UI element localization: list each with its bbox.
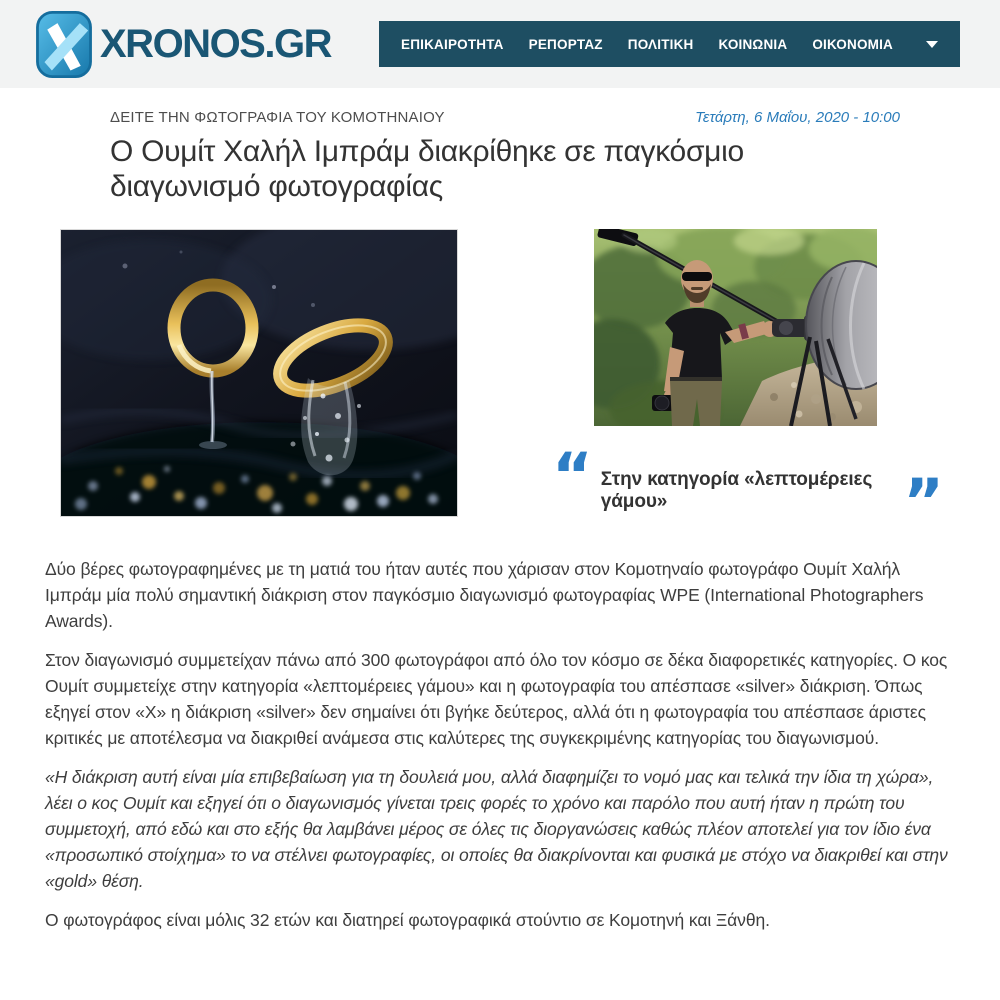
pull-quote-text: Στην κατηγορία «λεπτομέρειες γάμου»: [600, 468, 873, 512]
paragraph: Δύο βέρες φωτογραφημένες με τη ματιά του ήταν αυτές που χάρισαν στον Κομοτηναίο φωτογράφο Ουμίτ Χαλήλ Ιμπράμ μία πολύ σημαντική διάκριση στον παγκόσμιο διαγωνισμό φωτογραφίας WPE (International Photographers Awards).: [45, 558, 924, 631]
article-body: [45, 556, 955, 933]
article-date: Τετάρτη, 6 Μαΐου, 2020 - 10:00: [695, 109, 900, 126]
close-quote-icon: ”: [903, 464, 944, 538]
article-page: [0, 88, 1000, 933]
paragraph: Στον διαγωνισμό συμμετείχαν πάνω από 300 φωτογράφοι από όλο τον κόσμο σε δέκα διαφορετικές κατηγορίες. Ο κος Ουμίτ συμμετείχε στην κατηγορία «λεπτομέρειες γάμου» και η φωτογραφία του απέσπασε «silver» διάκριση. Όπως εξηγεί στον «Χ» η διάκριση «silver» δεν σημαίνει ότι βγήκε δεύτερος, αλλά ότι η φωτογραφία του απέσπασε άριστες κριτικές με αποτέλεσμα να διακριθεί ανάμεσα στις καλύτερες της συγκεκριμένης κατηγορίας του διαγωνισμού.: [45, 649, 948, 748]
site-logo-text: XRONOS.GR: [100, 21, 331, 66]
nav-item-koinonia[interactable]: ΚΟΙΝΩΝΙΑ: [718, 36, 788, 52]
article-media: [45, 229, 955, 538]
wedding-rings-photo: [60, 229, 458, 517]
paragraph: Ο φωτογράφος είναι μόλις 32 ετών και διατηρεί φωτογραφικά στούντιο σε Κομοτηνή και Ξάνθη.: [45, 909, 770, 930]
photographer-photo: [594, 229, 877, 426]
pull-quote: [552, 438, 944, 538]
chevron-down-icon[interactable]: [926, 41, 938, 48]
nav-item-politiki[interactable]: ΠΟΛΙΤΙΚΗ: [627, 36, 694, 52]
nav-item-epikairotita[interactable]: ΕΠΙΚΑΙΡΟΤΗΤΑ: [400, 36, 504, 52]
article-title: Ο Ουμίτ Χαλήλ Ιμπράμ διακρίθηκε σε παγκόσμιο διαγωνισμό φωτογραφίας: [110, 135, 744, 203]
article-meta: [45, 88, 955, 126]
site-logo[interactable]: [36, 11, 331, 78]
nav-item-reportaz[interactable]: ΡΕΠΟΡΤΑΖ: [528, 36, 603, 52]
article-kicker: ΔΕΙΤΕ ΤΗΝ ΦΩΤΟΓΡΑΦΙΑ ΤΟΥ ΚΟΜΟΤΗΝΑΙΟΥ: [110, 109, 445, 126]
nav-item-oikonomia[interactable]: ΟΙΚΟΝΟΜΙΑ: [812, 36, 893, 52]
open-quote-icon: “: [552, 438, 593, 512]
xronos-x-logo-icon: [36, 11, 92, 78]
main-nav: [379, 21, 960, 67]
paragraph: «Η διάκριση αυτή είναι μία επιβεβαίωση για τη δουλειά μου, αλλά διαφημίζει το νομό μας και τελικά την ίδια τη χώρα», λέει ο κος Ουμίτ και εξηγεί ότι ο διαγωνισμός γίνεται τρεις φορές το χρόνο και παρόλο που αυτή ήταν η πρώτη του συμμετοχή, από εδώ και στο εξής θα λαμβάνει μέρος σε όλες τις διοργανώσεις καθώς πλέον αποτελεί για τον ίδιο ένα «προσωπικό στοίχημα» το να στέλνει φωτογραφίες, οι οποίες θα διακρίνονται και φυσικά με στόχο να διακριθεί και στην «gold» θέση.: [45, 766, 948, 891]
site-header: [0, 0, 1000, 88]
article-media-right-column: [552, 229, 955, 538]
